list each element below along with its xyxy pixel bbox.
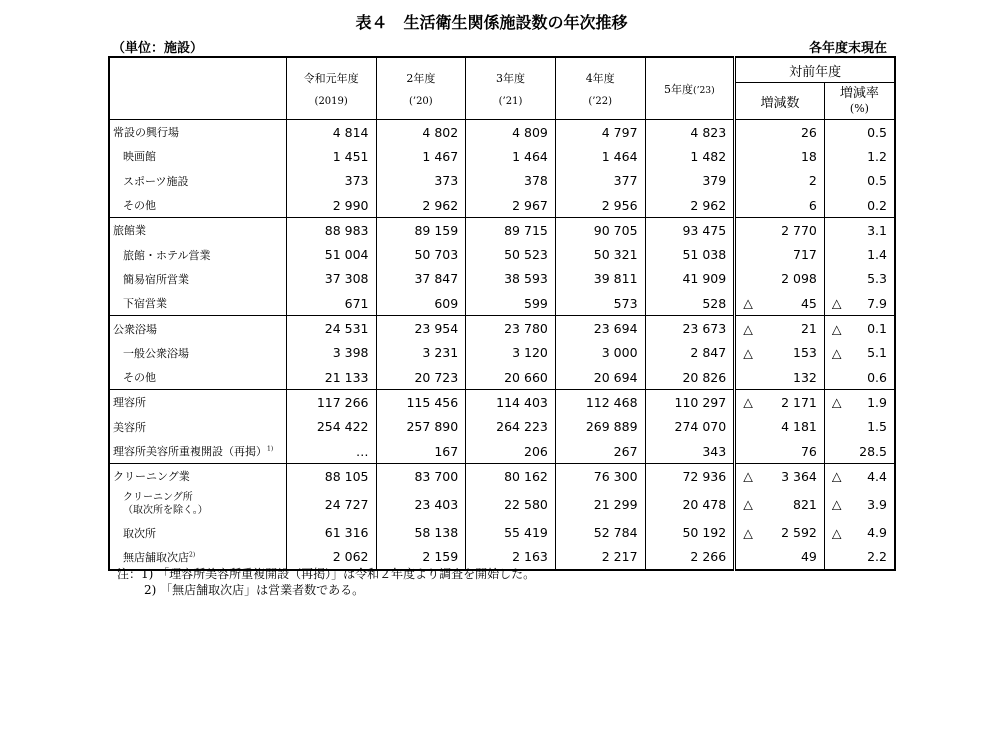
cell-year-4: 4 823	[645, 120, 735, 145]
cell-year-1: 37 847	[376, 267, 466, 291]
decrease-triangle-icon: △	[831, 345, 842, 361]
cell-year-3: 3 000	[555, 341, 645, 365]
decrease-triangle-icon: △	[743, 394, 753, 410]
cell-year-2: 114 403	[466, 390, 556, 415]
cell-year-0: 671	[286, 291, 376, 316]
footnote-1: 注：1) 「理容所美容所重複開設（再掲）」は令和２年度より調査を開始した。	[117, 567, 536, 581]
cell-year-1: 20 723	[376, 365, 466, 390]
table-row	[109, 341, 895, 365]
header-year-1: 2年度 (’20)	[376, 57, 466, 120]
cell-year-3: 2 217	[555, 545, 645, 570]
cell-change: 26	[735, 120, 825, 145]
cell-year-2: 38 593	[466, 267, 556, 291]
cell-year-0: 3 398	[286, 341, 376, 365]
cell-year-3: 4 797	[555, 120, 645, 145]
cell-change: 2 770	[735, 218, 825, 243]
cell-year-1: 50 703	[376, 242, 466, 266]
table-row	[109, 520, 895, 544]
cell-year-0: 373	[286, 169, 376, 193]
cell-year-0: 37 308	[286, 267, 376, 291]
cell-year-0: 2 990	[286, 193, 376, 218]
row-label: 常設の興行場	[109, 120, 286, 145]
row-label: 旅館業	[109, 218, 286, 243]
unit-label: （単位：施設）	[112, 41, 204, 56]
cell-year-3: 76 300	[555, 464, 645, 489]
cell-rate: 0.2	[824, 193, 895, 218]
decrease-triangle-icon: △	[831, 496, 842, 512]
cell-rate: 2.2	[824, 545, 895, 570]
cell-year-4: 20 478	[682, 496, 727, 512]
cell-rate: 3.1	[824, 218, 895, 243]
cell-year-2: 4 809	[466, 120, 556, 145]
table-row	[109, 415, 895, 439]
cell-rate: △ 3.9	[824, 488, 895, 520]
table-row	[109, 193, 895, 218]
cell-year-3: 269 889	[555, 415, 645, 439]
cell-year-4: 72 936	[645, 464, 735, 489]
cell-year-3: 23 694	[555, 316, 645, 341]
decrease-triangle-icon: △	[743, 321, 753, 337]
decrease-triangle-icon: △	[743, 525, 753, 541]
cell-change: 49	[735, 545, 825, 570]
cell-year-4: 20 826	[682, 369, 727, 385]
cell-year-2: 55 419	[466, 520, 556, 544]
row-label: クリーニング業	[109, 464, 286, 489]
cell-year-3: 20 694	[555, 365, 645, 390]
cell-change: 717	[735, 242, 825, 266]
footnotes	[117, 566, 535, 598]
cell-year-0: 61 316	[286, 520, 376, 544]
cell-year-1: 2 962	[376, 193, 466, 218]
cell-year-2: 89 715	[466, 218, 556, 243]
cell-year-0: 51 004	[286, 242, 376, 266]
cell-change: 132	[735, 365, 825, 390]
header-rate: 増減率 (%)	[824, 83, 895, 120]
cell-year-3: 1 464	[555, 144, 645, 168]
cell-year-0: 24 531	[286, 316, 376, 341]
cell-year-0: 24 727	[286, 488, 376, 520]
cell-rate: △ 4.9	[824, 520, 895, 544]
cell-year-3: 377	[555, 169, 645, 193]
table-row	[109, 144, 895, 168]
cell-rate: 1.2	[824, 144, 895, 168]
cell-year-1: 3 231	[376, 341, 466, 365]
cell-change: △ 2 171	[735, 390, 825, 415]
as-of-label: 各年度末現在	[808, 41, 887, 56]
cell-year-1: 115 456	[376, 390, 466, 415]
cell-change: 2 098	[735, 267, 825, 291]
cell-year-0: 4 814	[286, 120, 376, 145]
header-change: 増減数	[735, 83, 825, 120]
cell-change: 6	[735, 193, 825, 218]
cell-year-1: 23 403	[376, 488, 466, 520]
cell-year-2: 378	[466, 169, 556, 193]
cell-change: △ 3 364	[735, 464, 825, 489]
cell-rate: 5.3	[824, 267, 895, 291]
cell-change: △ 45	[735, 291, 825, 316]
table-body	[109, 120, 895, 571]
cell-year-2: 50 523	[466, 242, 556, 266]
row-label: 美容所	[109, 415, 286, 439]
cell-year-3: 267	[555, 439, 645, 464]
cell-rate: △ 4.4	[824, 464, 895, 489]
cell-year-4: 379	[702, 173, 727, 189]
row-label: 旅館・ホテル営業	[109, 242, 286, 266]
row-label: 下宿営業	[109, 291, 286, 316]
cell-change: △ 153	[735, 341, 825, 365]
header-year-4: 5年度(’23)	[664, 82, 715, 96]
decrease-triangle-icon: △	[831, 295, 842, 311]
cell-rate: △ 7.9	[824, 291, 895, 316]
table-row	[109, 390, 895, 415]
table-row	[109, 242, 895, 266]
cell-year-1: 167	[376, 439, 466, 464]
cell-year-2: 264 223	[466, 415, 556, 439]
decrease-triangle-icon: △	[831, 468, 842, 484]
cell-change: 2	[735, 169, 825, 193]
cell-rate: 28.5	[824, 439, 895, 464]
cell-change: △ 21	[735, 316, 825, 341]
cell-year-2: 22 580	[466, 488, 556, 520]
cell-year-1: 373	[376, 169, 466, 193]
cell-change: 76	[735, 439, 825, 464]
decrease-triangle-icon: △	[831, 394, 842, 410]
cell-year-4: 50 192	[682, 525, 727, 541]
cell-year-3: 39 811	[555, 267, 645, 291]
header-year-0: 令和元年度 (2019)	[286, 57, 376, 120]
cell-year-4: 41 909	[682, 271, 727, 287]
table-row	[109, 365, 895, 390]
cell-year-2: 2 967	[466, 193, 556, 218]
cell-year-1: 257 890	[376, 415, 466, 439]
row-label: 理容所	[109, 390, 286, 415]
cell-year-2: 80 162	[466, 464, 556, 489]
row-label: 一般公衆浴場	[109, 341, 286, 365]
table-row	[109, 488, 895, 520]
cell-year-2: 2 163	[466, 545, 556, 570]
cell-change: △ 821	[735, 488, 825, 520]
cell-rate: 1.4	[824, 242, 895, 266]
cell-year-0: 2 062	[286, 545, 376, 570]
cell-change: △ 2 592	[735, 520, 825, 544]
cell-year-3: 573	[555, 291, 645, 316]
cell-year-3: 90 705	[555, 218, 645, 243]
cell-year-0: 1 451	[286, 144, 376, 168]
cell-year-4: 2 962	[690, 197, 727, 213]
cell-year-2: 3 120	[466, 341, 556, 365]
cell-year-2: 1 464	[466, 144, 556, 168]
header-blank	[109, 57, 286, 120]
cell-year-0: 117 266	[286, 390, 376, 415]
table-row	[109, 316, 895, 341]
cell-year-0: 88 983	[286, 218, 376, 243]
row-label: 取次所	[109, 520, 286, 544]
cell-year-1: 2 159	[376, 545, 466, 570]
cell-year-1: 1 467	[376, 144, 466, 168]
cell-year-4: 343	[702, 443, 727, 459]
row-label: クリーニング所 （取次所を除く。）	[109, 488, 286, 520]
decrease-triangle-icon: △	[743, 496, 753, 512]
cell-year-0: …	[286, 439, 376, 464]
cell-year-4: 110 297	[645, 390, 735, 415]
header-vs-prev: 対前年度	[735, 57, 895, 83]
table-row	[109, 169, 895, 193]
decrease-triangle-icon: △	[743, 345, 753, 361]
cell-year-3: 2 956	[555, 193, 645, 218]
row-label: 無店舗取次店$^{2)}$	[109, 545, 286, 570]
cell-rate: △ 5.1	[824, 341, 895, 365]
table-row	[109, 291, 895, 316]
cell-year-1: 23 954	[376, 316, 466, 341]
cell-rate: 0.6	[824, 365, 895, 390]
row-label: スポーツ施設	[109, 169, 286, 193]
decrease-triangle-icon: △	[831, 321, 842, 337]
cell-change: 18	[735, 144, 825, 168]
cell-rate: 1.5	[824, 415, 895, 439]
row-label: その他	[109, 193, 286, 218]
cell-year-0: 88 105	[286, 464, 376, 489]
table-title: 表４ 生活衛生関係施設数の年次推移	[355, 13, 628, 32]
cell-year-4: 23 673	[645, 316, 735, 341]
cell-year-3: 50 321	[555, 242, 645, 266]
row-label: 映画館	[109, 144, 286, 168]
cell-year-1: 609	[376, 291, 466, 316]
cell-year-4: 274 070	[674, 419, 727, 435]
cell-year-1: 58 138	[376, 520, 466, 544]
header-year-2: 3年度 (’21)	[466, 57, 556, 120]
cell-year-2: 599	[466, 291, 556, 316]
row-label: 簡易宿所営業	[109, 267, 286, 291]
cell-rate: 0.5	[824, 120, 895, 145]
row-label: 理容所美容所重複開設（再掲）$^{1)}$	[109, 439, 286, 464]
table-row	[109, 218, 895, 243]
decrease-triangle-icon: △	[743, 468, 753, 484]
cell-year-4: 51 038	[682, 247, 727, 263]
cell-year-4: 2 847	[690, 345, 727, 361]
cell-year-2: 23 780	[466, 316, 556, 341]
decrease-triangle-icon: △	[831, 525, 842, 541]
table-row	[109, 439, 895, 464]
table-row	[109, 267, 895, 291]
cell-year-1: 83 700	[376, 464, 466, 489]
cell-rate: △ 1.9	[824, 390, 895, 415]
cell-change: 4 181	[735, 415, 825, 439]
cell-year-0: 21 133	[286, 365, 376, 390]
table-row	[109, 464, 895, 489]
cell-year-4: 1 482	[690, 148, 727, 164]
row-label: その他	[109, 365, 286, 390]
cell-rate: 0.5	[824, 169, 895, 193]
cell-year-2: 20 660	[466, 365, 556, 390]
cell-rate: △ 0.1	[824, 316, 895, 341]
footnote-2: 2) 「無店舗取次店」は営業者数である。	[144, 583, 365, 597]
cell-year-4: 93 475	[645, 218, 735, 243]
header-year-3: 4年度 (’22)	[555, 57, 645, 120]
cell-year-3: 21 299	[555, 488, 645, 520]
cell-year-4: 2 266	[690, 549, 727, 565]
cell-year-1: 89 159	[376, 218, 466, 243]
decrease-triangle-icon: △	[743, 295, 753, 311]
table-row	[109, 120, 895, 145]
cell-year-4: 528	[702, 295, 727, 311]
cell-year-3: 52 784	[555, 520, 645, 544]
cell-year-0: 254 422	[286, 415, 376, 439]
cell-year-3: 112 468	[555, 390, 645, 415]
cell-year-2: 206	[466, 439, 556, 464]
facility-table	[108, 56, 896, 571]
row-label: 公衆浴場	[109, 316, 286, 341]
cell-year-1: 4 802	[376, 120, 466, 145]
